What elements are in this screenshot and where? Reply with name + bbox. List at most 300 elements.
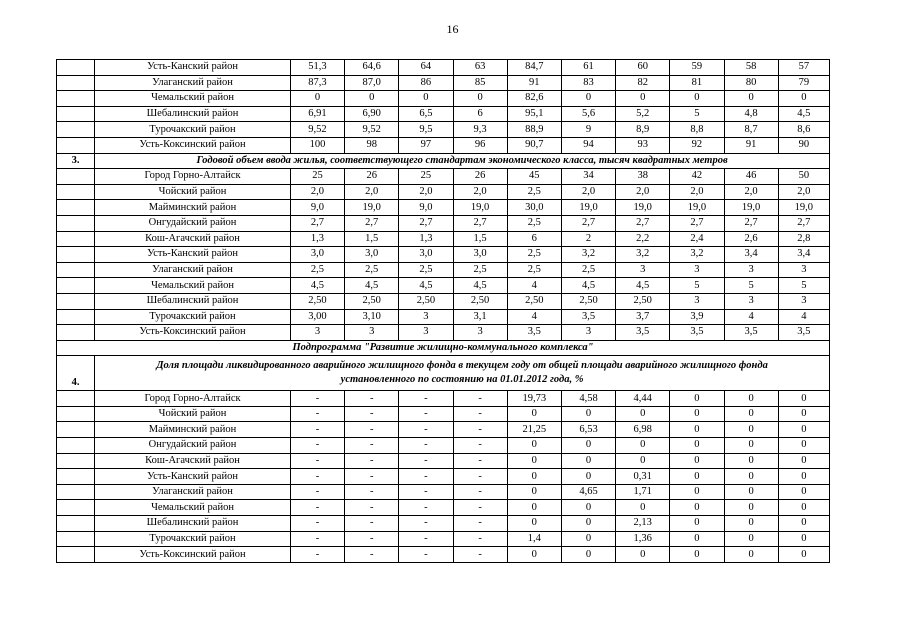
district-name: Чойский район [95,184,291,200]
value-cell: 0 [778,91,829,107]
value-cell: - [399,484,453,500]
value-cell: - [453,531,507,547]
value-cell: - [290,406,344,422]
value-cell: 0 [778,500,829,516]
indicators-table [56,59,830,563]
table-row [57,231,830,247]
value-cell: 0 [507,406,561,422]
table-row [57,184,830,200]
value-cell: 0 [345,91,399,107]
value-cell: 38 [616,169,670,185]
value-cell: 81 [670,75,724,91]
value-cell: 0 [561,453,615,469]
district-name: Город Горно-Алтайск [95,391,291,407]
value-cell: 6,91 [290,106,344,122]
table-row [57,406,830,422]
value-cell: 4,8 [724,106,778,122]
district-name: Онгудайский район [95,215,291,231]
number-cell [57,391,95,407]
value-cell: 2,50 [507,293,561,309]
value-cell: 2,0 [561,184,615,200]
value-cell: 2,50 [345,293,399,309]
value-cell: 0 [507,500,561,516]
value-cell: - [399,547,453,563]
value-cell: 3,2 [616,247,670,263]
value-cell: 3,9 [670,309,724,325]
value-cell: 82,6 [507,91,561,107]
value-cell: 19,0 [724,200,778,216]
value-cell: 0 [670,469,724,485]
value-cell: 93 [616,137,670,153]
value-cell: 2,5 [290,262,344,278]
value-cell: 0 [561,91,615,107]
table-row [57,547,830,563]
value-cell: 3 [724,262,778,278]
value-cell: 51,3 [290,60,344,76]
table-body [57,60,830,563]
value-cell: 0 [778,484,829,500]
value-cell: 0 [561,531,615,547]
value-cell: - [453,438,507,454]
value-cell: 2,4 [670,231,724,247]
value-cell: - [345,469,399,485]
value-cell: 3 [778,262,829,278]
value-cell: 0 [616,453,670,469]
number-cell [57,453,95,469]
value-cell: - [453,391,507,407]
value-cell: 0 [724,469,778,485]
value-cell: 0 [670,406,724,422]
value-cell: 3,5 [561,309,615,325]
value-cell: 8,9 [616,122,670,138]
value-cell: 83 [561,75,615,91]
section-number: 3. [57,153,95,169]
value-cell: 2,0 [670,184,724,200]
value-cell: 1,4 [507,531,561,547]
value-cell: 0 [399,91,453,107]
value-cell: 3 [290,325,344,341]
value-cell: - [345,516,399,532]
number-cell [57,325,95,341]
value-cell: 95,1 [507,106,561,122]
value-cell: - [290,516,344,532]
value-cell: 100 [290,137,344,153]
district-name: Кош-Агачский район [95,453,291,469]
number-cell [57,91,95,107]
value-cell: 2,7 [399,215,453,231]
value-cell: 0 [778,516,829,532]
value-cell: 9,5 [399,122,453,138]
value-cell: - [453,547,507,563]
table-row [57,75,830,91]
number-cell [57,293,95,309]
value-cell: 8,8 [670,122,724,138]
value-cell: - [399,422,453,438]
number-cell [57,547,95,563]
value-cell: 4,5 [345,278,399,294]
district-name: Шебалинский район [95,106,291,122]
value-cell: 2,7 [670,215,724,231]
value-cell: 3 [670,293,724,309]
value-cell: 60 [616,60,670,76]
value-cell: 25 [290,169,344,185]
value-cell: 46 [724,169,778,185]
value-cell: 3 [453,325,507,341]
value-cell: - [453,469,507,485]
value-cell: 3,0 [345,247,399,263]
section-title-line2: установленного по состоянию на 01.01.2012 года, % [340,374,584,386]
value-cell: 0 [778,391,829,407]
value-cell: 4 [507,309,561,325]
value-cell: 6 [507,231,561,247]
value-cell: 3,10 [345,309,399,325]
value-cell: 58 [724,60,778,76]
district-name: Усть-Коксинский район [95,137,291,153]
value-cell: 90 [778,137,829,153]
value-cell: - [399,531,453,547]
page-number: 16 [446,22,459,36]
district-name: Чемальский район [95,278,291,294]
number-cell [57,438,95,454]
value-cell: 0 [561,500,615,516]
district-name: Усть-Коксинский район [95,325,291,341]
value-cell: 2,0 [290,184,344,200]
value-cell: - [345,406,399,422]
value-cell: 0 [616,91,670,107]
district-name: Усть-Канский район [95,60,291,76]
value-cell: 3,5 [778,325,829,341]
value-cell: 2,0 [453,184,507,200]
value-cell: - [453,406,507,422]
value-cell: 0 [670,547,724,563]
table-row [57,391,830,407]
value-cell: 2,7 [453,215,507,231]
district-name: Улаганский район [95,262,291,278]
value-cell: 3,7 [616,309,670,325]
value-cell: 2,8 [778,231,829,247]
number-cell [57,309,95,325]
value-cell: 0 [561,406,615,422]
value-cell: 64 [399,60,453,76]
value-cell: 5,2 [616,106,670,122]
value-cell: - [399,516,453,532]
value-cell: 0 [724,391,778,407]
district-name: Майминский район [95,422,291,438]
section-header-4 [57,356,830,391]
value-cell: 4,5 [561,278,615,294]
value-cell: 26 [453,169,507,185]
value-cell: 30,0 [507,200,561,216]
value-cell: 9,52 [345,122,399,138]
value-cell: 3 [616,262,670,278]
number-cell [57,484,95,500]
value-cell: 0 [724,438,778,454]
district-name: Майминский район [95,200,291,216]
value-cell: 19,0 [453,200,507,216]
value-cell: 0 [507,516,561,532]
value-cell: 3,4 [724,247,778,263]
value-cell: 82 [616,75,670,91]
value-cell: 0 [778,531,829,547]
value-cell: 80 [724,75,778,91]
number-cell [57,169,95,185]
table-row [57,262,830,278]
section-title-line1: Доля площади ликвидированного аварийного жилищного фонда в текущем году от общей площади аварийного жилищного фонда [156,360,768,372]
table-row [57,106,830,122]
value-cell: 4,5 [616,278,670,294]
number-cell [57,215,95,231]
value-cell: - [345,391,399,407]
value-cell: - [290,391,344,407]
value-cell: 2,7 [616,215,670,231]
value-cell: 90,7 [507,137,561,153]
district-name: Турочакский район [95,122,291,138]
value-cell: 25 [399,169,453,185]
subprogram-title: Подпрограмма "Развитие жилищно-коммунального комплекса" [57,340,830,356]
value-cell: 0 [670,516,724,532]
value-cell: 19,0 [616,200,670,216]
value-cell: 9,0 [399,200,453,216]
number-cell [57,200,95,216]
number-cell [57,262,95,278]
value-cell: - [345,453,399,469]
value-cell: 9,0 [290,200,344,216]
table-row [57,453,830,469]
value-cell: 57 [778,60,829,76]
value-cell: - [399,391,453,407]
value-cell: 26 [345,169,399,185]
value-cell: 0 [724,516,778,532]
district-name: Усть-Канский район [95,469,291,485]
value-cell: 0 [724,531,778,547]
value-cell: 5,6 [561,106,615,122]
value-cell: 4,44 [616,391,670,407]
value-cell: 9,52 [290,122,344,138]
value-cell: 2,2 [616,231,670,247]
value-cell: 0 [616,406,670,422]
value-cell: 19,0 [561,200,615,216]
value-cell: 2,5 [399,262,453,278]
value-cell: 3 [399,325,453,341]
value-cell: 3,0 [453,247,507,263]
value-cell: 0 [724,547,778,563]
value-cell: 2,50 [616,293,670,309]
value-cell: 0 [290,91,344,107]
value-cell: 3,00 [290,309,344,325]
value-cell: 4,65 [561,484,615,500]
number-cell [57,60,95,76]
value-cell: 0 [778,438,829,454]
value-cell: - [345,500,399,516]
value-cell: 0 [724,422,778,438]
value-cell: - [290,469,344,485]
value-cell: 0 [670,453,724,469]
section-header-3 [57,153,830,169]
number-cell [57,422,95,438]
value-cell: 0 [670,484,724,500]
value-cell: 2,6 [724,231,778,247]
table-row [57,200,830,216]
value-cell: 2,5 [507,184,561,200]
value-cell: - [290,547,344,563]
value-cell: 2,7 [561,215,615,231]
value-cell: - [399,406,453,422]
value-cell: 2,0 [778,184,829,200]
table-row [57,122,830,138]
value-cell: 0 [778,453,829,469]
table-row [57,137,830,153]
table-row [57,169,830,185]
district-name: Город Горно-Алтайск [95,169,291,185]
value-cell: - [345,484,399,500]
value-cell: 1,3 [399,231,453,247]
value-cell: 3,2 [561,247,615,263]
value-cell: 0 [507,438,561,454]
value-cell: - [453,500,507,516]
value-cell: 4,5 [453,278,507,294]
number-cell [57,122,95,138]
value-cell: 5 [670,278,724,294]
value-cell: 9,3 [453,122,507,138]
value-cell: 1,71 [616,484,670,500]
value-cell: 0 [670,438,724,454]
district-name: Кош-Агачский район [95,231,291,247]
value-cell: - [290,531,344,547]
value-cell: 2,50 [290,293,344,309]
value-cell: 2,5 [561,262,615,278]
value-cell: 3,0 [290,247,344,263]
value-cell: 4 [724,309,778,325]
value-cell: 2,5 [507,215,561,231]
value-cell: 2,5 [507,262,561,278]
value-cell: 19,73 [507,391,561,407]
value-cell: 0 [670,531,724,547]
value-cell: 2,5 [453,262,507,278]
value-cell: 3,4 [778,247,829,263]
value-cell: 0 [507,453,561,469]
section-title: Годовой объем ввода жилья, соответствующего стандартам экономического класса, тысяч квадратных метров [95,153,830,169]
value-cell: 79 [778,75,829,91]
value-cell: - [453,484,507,500]
value-cell: 98 [345,137,399,153]
value-cell: - [399,438,453,454]
value-cell: 42 [670,169,724,185]
table-row [57,215,830,231]
value-cell: 0 [616,547,670,563]
district-name: Турочакский район [95,309,291,325]
number-cell [57,106,95,122]
value-cell: 4 [778,309,829,325]
value-cell: - [290,484,344,500]
number-cell [57,500,95,516]
district-name: Шебалинский район [95,516,291,532]
number-cell [57,531,95,547]
value-cell: 5 [670,106,724,122]
value-cell: 61 [561,60,615,76]
value-cell: 1,3 [290,231,344,247]
value-cell: 19,0 [778,200,829,216]
value-cell: 0 [561,547,615,563]
value-cell: 2,7 [778,215,829,231]
value-cell: - [290,453,344,469]
table-row [57,484,830,500]
value-cell: 85 [453,75,507,91]
table-row [57,60,830,76]
district-name: Чемальский район [95,500,291,516]
value-cell: 3 [778,293,829,309]
value-cell: 87,0 [345,75,399,91]
value-cell: 5 [724,278,778,294]
value-cell: 3 [670,262,724,278]
number-cell [57,137,95,153]
value-cell: 92 [670,137,724,153]
value-cell: 2 [561,231,615,247]
value-cell: 0 [616,500,670,516]
value-cell: 86 [399,75,453,91]
value-cell: 94 [561,137,615,153]
value-cell: 3,5 [724,325,778,341]
value-cell: 50 [778,169,829,185]
table-row [57,422,830,438]
value-cell: 4,58 [561,391,615,407]
value-cell: 0 [507,547,561,563]
table-row [57,516,830,532]
value-cell: 3 [399,309,453,325]
value-cell: - [345,438,399,454]
value-cell: - [453,516,507,532]
value-cell: - [399,453,453,469]
value-cell: 0 [453,91,507,107]
section-number: 4. [57,356,95,391]
value-cell: 2,50 [453,293,507,309]
value-cell: - [290,500,344,516]
table-row [57,469,830,485]
value-cell: - [399,469,453,485]
value-cell: 6,5 [399,106,453,122]
value-cell: 0 [778,422,829,438]
value-cell: 6 [453,106,507,122]
value-cell: 2,7 [724,215,778,231]
value-cell: - [345,531,399,547]
value-cell: 4,5 [778,106,829,122]
district-name: Чемальский район [95,91,291,107]
number-cell [57,278,95,294]
value-cell: 0,31 [616,469,670,485]
table-row [57,500,830,516]
value-cell: 0 [670,391,724,407]
value-cell: 2,50 [399,293,453,309]
value-cell: - [399,500,453,516]
value-cell: 0 [507,484,561,500]
value-cell: 1,36 [616,531,670,547]
table-row [57,309,830,325]
value-cell: 59 [670,60,724,76]
value-cell: 0 [616,438,670,454]
table-row [57,438,830,454]
value-cell: 21,25 [507,422,561,438]
value-cell: 84,7 [507,60,561,76]
value-cell: - [453,453,507,469]
table-row [57,247,830,263]
value-cell: 0 [724,91,778,107]
number-cell [57,231,95,247]
value-cell: 0 [670,500,724,516]
value-cell: 0 [507,469,561,485]
table-row [57,278,830,294]
value-cell: 2,5 [507,247,561,263]
value-cell: 4 [507,278,561,294]
value-cell: 34 [561,169,615,185]
